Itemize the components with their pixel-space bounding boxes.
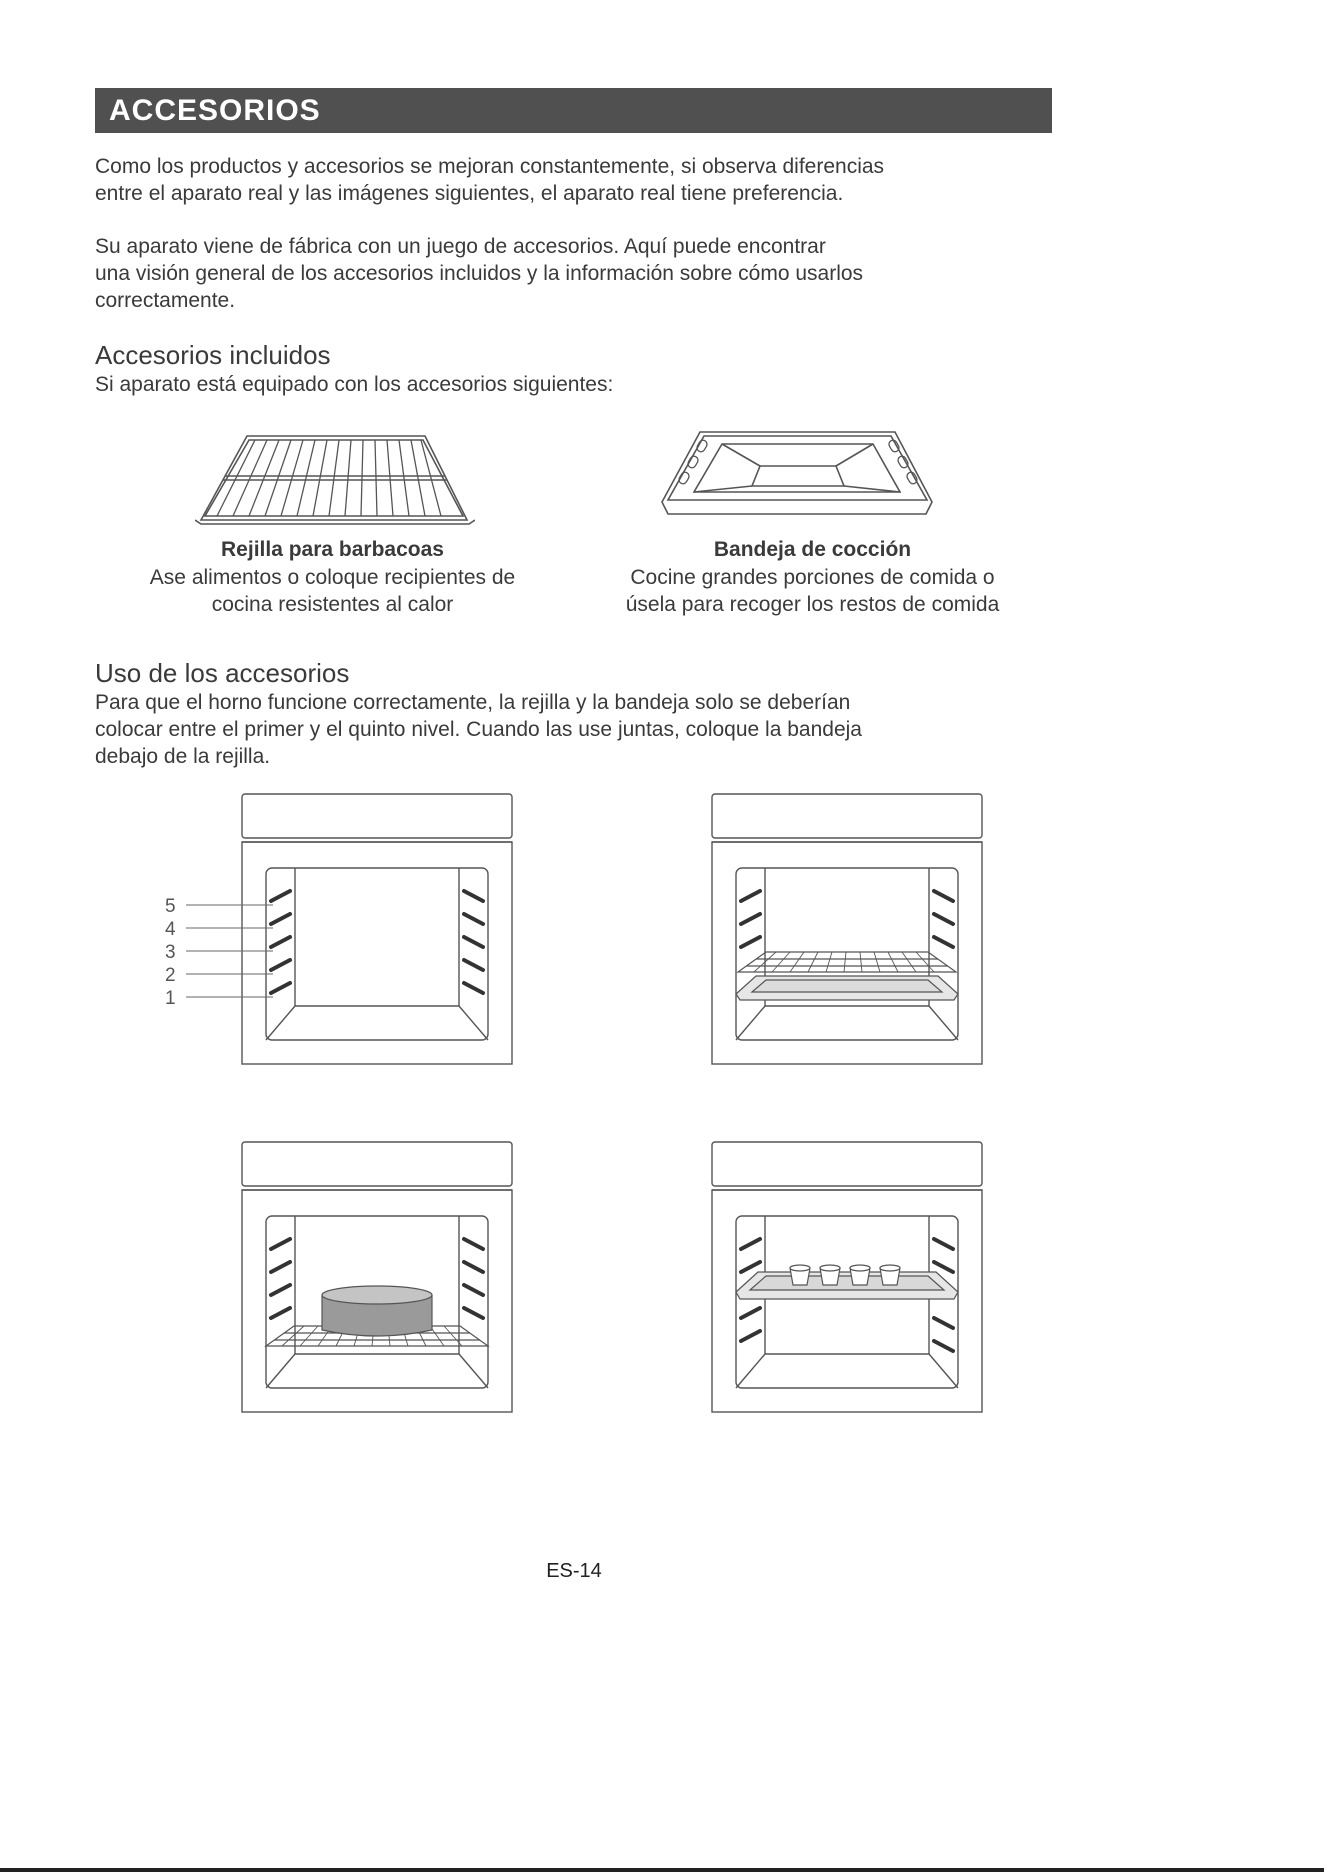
grill-rack-name: Rejilla para barbacoas: [221, 538, 444, 561]
included-heading: Accesorios incluidos: [95, 340, 331, 370]
pot-icon: [322, 1286, 432, 1336]
intro-paragraph-2: [95, 233, 1055, 314]
intro-line: Como los productos y accesorios se mejoran constantemente, si observa diferencias: [95, 155, 885, 178]
level-label: 4: [165, 919, 176, 940]
intro-line: entre el aparato real y las imágenes siguientes, el aparato real tiene preferencia.: [95, 182, 844, 205]
baking-tray-name: Bandeja de cocción: [713, 538, 912, 561]
desc-line: úsela para recoger los restos de comida: [625, 593, 1000, 616]
intro-paragraph-1: [95, 153, 1055, 207]
usage-heading: Uso de los accesorios: [95, 658, 350, 688]
section-title: ACCESORIOS: [109, 94, 321, 127]
intro-line: una visión general de los accesorios incluidos y la información sobre cómo usarlos: [95, 262, 864, 285]
usage-line: Para que el horno funcione correctamente, la rejilla y la bandeja solo se deberían: [95, 691, 851, 714]
section-header-bar: [95, 88, 1052, 133]
usage-paragraph: [95, 689, 1055, 770]
desc-line: cocina resistentes al calor: [211, 593, 454, 616]
page-number: ES-14: [546, 1560, 602, 1582]
oven-pot-on-rack-diagram: [240, 1140, 520, 1420]
level-label: 3: [165, 942, 176, 963]
grill-rack-icon: [195, 430, 475, 526]
intro-line: correctamente.: [95, 289, 236, 312]
baking-tray-description: [575, 564, 1050, 618]
desc-line: Ase alimentos o coloque recipientes de: [149, 566, 516, 589]
level-label: 2: [165, 965, 176, 986]
usage-line: debajo de la rejilla.: [95, 745, 271, 768]
included-subtitle: Si aparato está equipado con los accesorios siguientes:: [95, 373, 614, 396]
intro-line: Su aparato viene de fábrica con un juego de accesorios. Aquí puede encontrar: [95, 235, 826, 258]
bottom-divider: [0, 1868, 1324, 1872]
level-label: 5: [165, 896, 176, 917]
oven-rack-and-tray-diagram: [710, 790, 990, 1070]
level-label: 1: [165, 988, 176, 1009]
grill-rack-description: [95, 564, 570, 618]
usage-line: colocar entre el primer y el quinto nivel. Cuando las use juntas, coloque la bandeja: [95, 718, 862, 741]
oven-tray-with-cups-diagram: [710, 1140, 990, 1420]
baking-tray-icon: [660, 428, 935, 520]
oven-levels-diagram: [150, 790, 520, 1070]
desc-line: Cocine grandes porciones de comida o: [630, 566, 995, 589]
